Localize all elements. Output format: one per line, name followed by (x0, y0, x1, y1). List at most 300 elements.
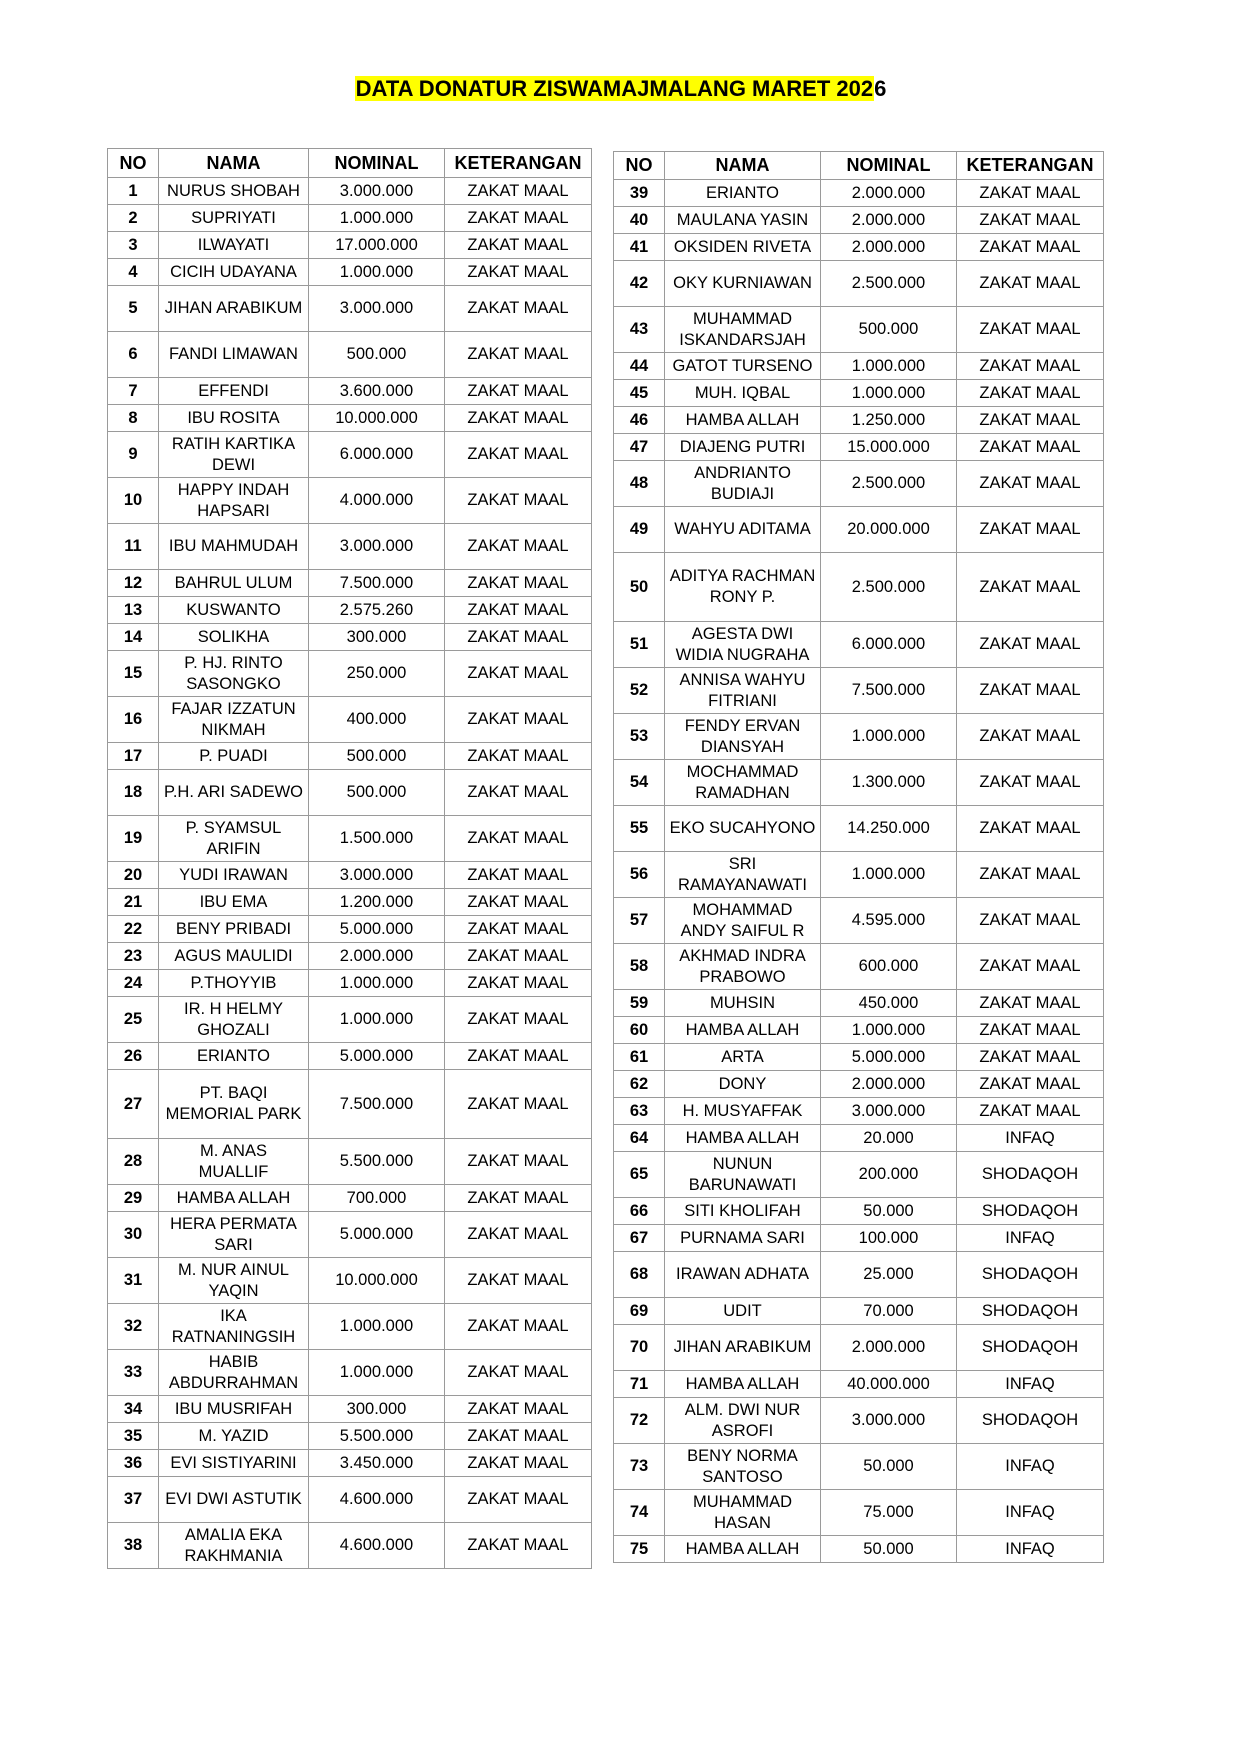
donor-name: YUDI IRAWAN (159, 862, 309, 889)
donation-type: ZAKAT MAAL (957, 1017, 1104, 1044)
donation-type: ZAKAT MAAL (445, 205, 592, 232)
donation-type: ZAKAT MAAL (957, 990, 1104, 1017)
row-number: 69 (614, 1298, 665, 1325)
donation-type: ZAKAT MAAL (445, 1258, 592, 1304)
table-row (614, 1490, 1104, 1536)
donation-amount: 300.000 (309, 1396, 445, 1423)
table-row (614, 553, 1104, 622)
table-row (108, 570, 592, 597)
donor-name: FAJAR IZZATUN NIKMAH (159, 697, 309, 743)
donation-type: ZAKAT MAAL (445, 1212, 592, 1258)
table-row (108, 178, 592, 205)
donation-type: ZAKAT MAAL (957, 353, 1104, 380)
table-row (614, 307, 1104, 353)
donor-name: P. SYAMSUL ARIFIN (159, 816, 309, 862)
row-number: 63 (614, 1098, 665, 1125)
donation-type: ZAKAT MAAL (957, 1071, 1104, 1098)
donation-amount: 1.200.000 (309, 889, 445, 916)
donation-amount: 2.000.000 (821, 1325, 957, 1371)
row-number: 4 (108, 259, 159, 286)
donation-amount: 1.000.000 (309, 205, 445, 232)
donor-name: NUNUN BARUNAWATI (665, 1152, 821, 1198)
row-number: 22 (108, 916, 159, 943)
donation-amount: 300.000 (309, 624, 445, 651)
table-row (108, 697, 592, 743)
donation-amount: 4.600.000 (309, 1523, 445, 1569)
table-row (614, 1298, 1104, 1325)
donation-amount: 1.000.000 (821, 380, 957, 407)
donor-name: ERIANTO (159, 1043, 309, 1070)
header-nominal: NOMINAL (821, 152, 957, 180)
donation-amount: 2.000.000 (821, 1071, 957, 1098)
donation-amount: 6.000.000 (821, 622, 957, 668)
table-row (108, 1185, 592, 1212)
table-row (108, 478, 592, 524)
table-row (108, 405, 592, 432)
donation-type: ZAKAT MAAL (957, 898, 1104, 944)
row-number: 17 (108, 743, 159, 770)
row-number: 54 (614, 760, 665, 806)
row-number: 58 (614, 944, 665, 990)
donation-amount: 500.000 (309, 743, 445, 770)
donor-name: HAPPY INDAH HAPSARI (159, 478, 309, 524)
table-row (108, 286, 592, 332)
donation-type: ZAKAT MAAL (445, 816, 592, 862)
title-highlighted-text: DATA DONATUR ZISWAMAJMALANG MARET 202 (355, 76, 874, 101)
table-row (614, 622, 1104, 668)
donation-type: ZAKAT MAAL (445, 259, 592, 286)
donation-type: ZAKAT MAAL (445, 286, 592, 332)
row-number: 56 (614, 852, 665, 898)
donation-type: ZAKAT MAAL (445, 916, 592, 943)
donor-name: H. MUSYAFFAK (665, 1098, 821, 1125)
donation-amount: 2.000.000 (821, 234, 957, 261)
donor-rows-left (108, 178, 592, 1569)
row-number: 32 (108, 1304, 159, 1350)
donation-amount: 14.250.000 (821, 806, 957, 852)
donation-type: ZAKAT MAAL (445, 405, 592, 432)
header-no: NO (614, 152, 665, 180)
row-number: 13 (108, 597, 159, 624)
table-row (614, 944, 1104, 990)
row-number: 29 (108, 1185, 159, 1212)
header-nama: NAMA (159, 149, 309, 178)
row-number: 66 (614, 1198, 665, 1225)
donation-amount: 500.000 (821, 307, 957, 353)
donation-amount: 4.600.000 (309, 1477, 445, 1523)
table-header-row (614, 152, 1104, 180)
row-number: 8 (108, 405, 159, 432)
row-number: 47 (614, 434, 665, 461)
donation-amount: 5.500.000 (309, 1139, 445, 1185)
donation-type: ZAKAT MAAL (445, 178, 592, 205)
donation-amount: 450.000 (821, 990, 957, 1017)
table-row (614, 1371, 1104, 1398)
donor-name: DONY (665, 1071, 821, 1098)
donation-amount: 3.000.000 (821, 1098, 957, 1125)
donor-name: ALM. DWI NUR ASROFI (665, 1398, 821, 1444)
row-number: 53 (614, 714, 665, 760)
donation-amount: 100.000 (821, 1225, 957, 1252)
row-number: 46 (614, 407, 665, 434)
donation-type: ZAKAT MAAL (957, 434, 1104, 461)
donation-type: ZAKAT MAAL (445, 1185, 592, 1212)
row-number: 50 (614, 553, 665, 622)
header-keterangan: KETERANGAN (957, 152, 1104, 180)
table-row (108, 378, 592, 405)
donation-amount: 500.000 (309, 770, 445, 816)
row-number: 67 (614, 1225, 665, 1252)
table-row (108, 1212, 592, 1258)
donation-amount: 1.250.000 (821, 407, 957, 434)
donor-name: PURNAMA SARI (665, 1225, 821, 1252)
donation-amount: 1.000.000 (309, 1304, 445, 1350)
table-row (108, 1523, 592, 1569)
table-row (108, 1070, 592, 1139)
donor-name: P. PUADI (159, 743, 309, 770)
donation-type: ZAKAT MAAL (445, 1043, 592, 1070)
donor-name: HAMBA ALLAH (159, 1185, 309, 1212)
donor-name: AKHMAD INDRA PRABOWO (665, 944, 821, 990)
donation-type: ZAKAT MAAL (957, 234, 1104, 261)
donor-name: SRI RAMAYANAWATI (665, 852, 821, 898)
donation-type: INFAQ (957, 1125, 1104, 1152)
donor-name: M. NUR AINUL YAQIN (159, 1258, 309, 1304)
table-row (108, 862, 592, 889)
row-number: 20 (108, 862, 159, 889)
table-row (614, 353, 1104, 380)
donation-type: ZAKAT MAAL (445, 1304, 592, 1350)
row-number: 18 (108, 770, 159, 816)
row-number: 70 (614, 1325, 665, 1371)
donation-amount: 2.500.000 (821, 553, 957, 622)
row-number: 62 (614, 1071, 665, 1098)
table-row (108, 524, 592, 570)
donor-name: MOCHAMMAD RAMADHAN (665, 760, 821, 806)
row-number: 48 (614, 461, 665, 507)
row-number: 64 (614, 1125, 665, 1152)
donation-amount: 4.595.000 (821, 898, 957, 944)
table-row (108, 916, 592, 943)
donation-amount: 50.000 (821, 1444, 957, 1490)
donation-type: SHODAQOH (957, 1252, 1104, 1298)
donation-amount: 4.000.000 (309, 478, 445, 524)
donation-amount: 7.500.000 (821, 668, 957, 714)
table-row (614, 668, 1104, 714)
row-number: 39 (614, 180, 665, 207)
table-row (614, 714, 1104, 760)
donation-type: ZAKAT MAAL (445, 1139, 592, 1185)
donation-type: ZAKAT MAAL (957, 180, 1104, 207)
donor-name: EVI SISTIYARINI (159, 1450, 309, 1477)
row-number: 59 (614, 990, 665, 1017)
donation-type: ZAKAT MAAL (445, 478, 592, 524)
donor-name: MUHAMMAD HASAN (665, 1490, 821, 1536)
row-number: 25 (108, 997, 159, 1043)
donation-type: ZAKAT MAAL (445, 697, 592, 743)
donation-type: INFAQ (957, 1225, 1104, 1252)
donation-amount: 70.000 (821, 1298, 957, 1325)
row-number: 36 (108, 1450, 159, 1477)
table-row (614, 461, 1104, 507)
donor-name: ERIANTO (665, 180, 821, 207)
donation-amount: 1.300.000 (821, 760, 957, 806)
donation-amount: 50.000 (821, 1536, 957, 1563)
donation-amount: 2.000.000 (309, 943, 445, 970)
table-row (614, 1444, 1104, 1490)
donation-amount: 3.000.000 (309, 524, 445, 570)
row-number: 37 (108, 1477, 159, 1523)
table-row (614, 180, 1104, 207)
table-row (108, 1304, 592, 1350)
donation-amount: 3.000.000 (309, 862, 445, 889)
donation-amount: 2.575.260 (309, 597, 445, 624)
table-row (108, 1423, 592, 1450)
donation-amount: 700.000 (309, 1185, 445, 1212)
row-number: 72 (614, 1398, 665, 1444)
donor-name: MUH. IQBAL (665, 380, 821, 407)
donation-amount: 2.000.000 (821, 180, 957, 207)
table-row (614, 507, 1104, 553)
row-number: 19 (108, 816, 159, 862)
donation-type: ZAKAT MAAL (957, 1098, 1104, 1125)
donation-type: ZAKAT MAAL (957, 553, 1104, 622)
donation-type: ZAKAT MAAL (445, 570, 592, 597)
table-row (614, 380, 1104, 407)
donor-name: AGUS MAULIDI (159, 943, 309, 970)
header-keterangan: KETERANGAN (445, 149, 592, 178)
donor-name: RATIH KARTIKA DEWI (159, 432, 309, 478)
donation-type: ZAKAT MAAL (445, 232, 592, 259)
donation-type: ZAKAT MAAL (445, 378, 592, 405)
donation-type: ZAKAT MAAL (957, 261, 1104, 307)
donor-name: SUPRIYATI (159, 205, 309, 232)
row-number: 75 (614, 1536, 665, 1563)
row-number: 1 (108, 178, 159, 205)
table-row (108, 743, 592, 770)
donation-type: SHODAQOH (957, 1198, 1104, 1225)
row-number: 23 (108, 943, 159, 970)
table-row (614, 1198, 1104, 1225)
donation-amount: 5.500.000 (309, 1423, 445, 1450)
donor-name: JIHAN ARABIKUM (159, 286, 309, 332)
donation-amount: 250.000 (309, 651, 445, 697)
donation-amount: 1.000.000 (309, 259, 445, 286)
table-row (108, 1139, 592, 1185)
row-number: 61 (614, 1044, 665, 1071)
row-number: 38 (108, 1523, 159, 1569)
donation-amount: 40.000.000 (821, 1371, 957, 1398)
header-nama: NAMA (665, 152, 821, 180)
donor-name: OKSIDEN RIVETA (665, 234, 821, 261)
donation-type: ZAKAT MAAL (957, 760, 1104, 806)
table-row (108, 970, 592, 997)
donation-type: ZAKAT MAAL (445, 624, 592, 651)
row-number: 9 (108, 432, 159, 478)
donation-type: ZAKAT MAAL (957, 944, 1104, 990)
donation-amount: 1.000.000 (309, 1350, 445, 1396)
donor-name: KUSWANTO (159, 597, 309, 624)
donation-amount: 20.000 (821, 1125, 957, 1152)
donation-type: ZAKAT MAAL (445, 1070, 592, 1139)
donation-amount: 3.600.000 (309, 378, 445, 405)
donor-name: HAMBA ALLAH (665, 1017, 821, 1044)
donor-name: WAHYU ADITAMA (665, 507, 821, 553)
table-row (614, 1125, 1104, 1152)
donation-amount: 17.000.000 (309, 232, 445, 259)
donation-type: ZAKAT MAAL (957, 852, 1104, 898)
donor-name: SITI KHOLIFAH (665, 1198, 821, 1225)
row-number: 73 (614, 1444, 665, 1490)
donor-name: P.THOYYIB (159, 970, 309, 997)
donation-type: ZAKAT MAAL (957, 507, 1104, 553)
donation-amount: 2.000.000 (821, 207, 957, 234)
table-row (108, 1350, 592, 1396)
donation-type: INFAQ (957, 1536, 1104, 1563)
row-number: 57 (614, 898, 665, 944)
table-row (614, 1098, 1104, 1125)
donation-amount: 7.500.000 (309, 570, 445, 597)
page-title (0, 76, 1241, 102)
table-row (108, 1477, 592, 1523)
donor-name: UDIT (665, 1298, 821, 1325)
donation-type: ZAKAT MAAL (445, 1523, 592, 1569)
table-row (108, 1258, 592, 1304)
row-number: 41 (614, 234, 665, 261)
row-number: 24 (108, 970, 159, 997)
row-number: 52 (614, 668, 665, 714)
donor-name: EKO SUCAHYONO (665, 806, 821, 852)
donation-amount: 600.000 (821, 944, 957, 990)
donor-name: FANDI LIMAWAN (159, 332, 309, 378)
donor-table-right (613, 151, 1104, 1563)
donation-amount: 25.000 (821, 1252, 957, 1298)
donor-name: MAULANA YASIN (665, 207, 821, 234)
donation-type: INFAQ (957, 1490, 1104, 1536)
donor-name: OKY KURNIAWAN (665, 261, 821, 307)
donor-name: P. HJ. RINTO SASONGKO (159, 651, 309, 697)
donor-name: IBU MUSRIFAH (159, 1396, 309, 1423)
table-row (108, 997, 592, 1043)
donor-name: P.H. ARI SADEWO (159, 770, 309, 816)
donation-amount: 5.000.000 (821, 1044, 957, 1071)
row-number: 60 (614, 1017, 665, 1044)
table-row (614, 207, 1104, 234)
donation-amount: 200.000 (821, 1152, 957, 1198)
table-row (614, 1152, 1104, 1198)
donor-name: ANNISA WAHYU FITRIANI (665, 668, 821, 714)
table-row (108, 651, 592, 697)
row-number: 6 (108, 332, 159, 378)
row-number: 74 (614, 1490, 665, 1536)
title-tail-text: 6 (874, 76, 887, 101)
donation-type: ZAKAT MAAL (445, 1396, 592, 1423)
row-number: 28 (108, 1139, 159, 1185)
donation-type: ZAKAT MAAL (445, 889, 592, 916)
row-number: 12 (108, 570, 159, 597)
donor-name: JIHAN ARABIKUM (665, 1325, 821, 1371)
donor-name: NURUS SHOBAH (159, 178, 309, 205)
row-number: 34 (108, 1396, 159, 1423)
table-row (614, 261, 1104, 307)
row-number: 21 (108, 889, 159, 916)
donor-name: EFFENDI (159, 378, 309, 405)
row-number: 33 (108, 1350, 159, 1396)
table-row (108, 1396, 592, 1423)
donation-type: ZAKAT MAAL (445, 862, 592, 889)
donor-table-left (107, 148, 592, 1569)
donor-name: BENY PRIBADI (159, 916, 309, 943)
donation-type: INFAQ (957, 1444, 1104, 1490)
table-row (108, 1043, 592, 1070)
donor-name: MUHAMMAD ISKANDARSJAH (665, 307, 821, 353)
table-row (614, 760, 1104, 806)
donor-name: IR. H HELMY GHOZALI (159, 997, 309, 1043)
row-number: 55 (614, 806, 665, 852)
table-row (108, 1450, 592, 1477)
donation-amount: 5.000.000 (309, 1043, 445, 1070)
donation-amount: 10.000.000 (309, 405, 445, 432)
table-row (108, 232, 592, 259)
table-row (614, 1044, 1104, 1071)
donor-name: HAMBA ALLAH (665, 1536, 821, 1563)
table-row (614, 1398, 1104, 1444)
donation-type: ZAKAT MAAL (957, 380, 1104, 407)
donation-type: INFAQ (957, 1371, 1104, 1398)
donation-amount: 1.000.000 (821, 852, 957, 898)
row-number: 3 (108, 232, 159, 259)
table-row (108, 889, 592, 916)
donation-amount: 3.000.000 (309, 178, 445, 205)
table-row (614, 1071, 1104, 1098)
donation-amount: 15.000.000 (821, 434, 957, 461)
donor-name: BENY NORMA SANTOSO (665, 1444, 821, 1490)
table-row (108, 816, 592, 862)
donation-type: ZAKAT MAAL (445, 332, 592, 378)
row-number: 5 (108, 286, 159, 332)
donation-type: ZAKAT MAAL (957, 407, 1104, 434)
donor-name: BAHRUL ULUM (159, 570, 309, 597)
table-row (614, 434, 1104, 461)
donation-type: ZAKAT MAAL (445, 770, 592, 816)
donation-amount: 7.500.000 (309, 1070, 445, 1139)
table-row (614, 852, 1104, 898)
donor-name: ILWAYATI (159, 232, 309, 259)
donor-name: IKA RATNANINGSIH (159, 1304, 309, 1350)
donation-type: SHODAQOH (957, 1298, 1104, 1325)
donor-name: ARTA (665, 1044, 821, 1071)
donation-amount: 3.000.000 (309, 286, 445, 332)
header-no: NO (108, 149, 159, 178)
donor-name: HABIB ABDURRAHMAN (159, 1350, 309, 1396)
donation-amount: 20.000.000 (821, 507, 957, 553)
table-row (108, 332, 592, 378)
row-number: 71 (614, 1371, 665, 1398)
donation-amount: 1.000.000 (821, 353, 957, 380)
donor-name: IBU ROSITA (159, 405, 309, 432)
donation-amount: 5.000.000 (309, 916, 445, 943)
donation-amount: 50.000 (821, 1198, 957, 1225)
donor-name: AGESTA DWI WIDIA NUGRAHA (665, 622, 821, 668)
donation-type: ZAKAT MAAL (957, 806, 1104, 852)
donation-type: ZAKAT MAAL (957, 307, 1104, 353)
donor-name: SOLIKHA (159, 624, 309, 651)
donor-rows-right (614, 180, 1104, 1563)
table-row (614, 806, 1104, 852)
table-row (614, 1017, 1104, 1044)
table-row (108, 259, 592, 286)
row-number: 68 (614, 1252, 665, 1298)
